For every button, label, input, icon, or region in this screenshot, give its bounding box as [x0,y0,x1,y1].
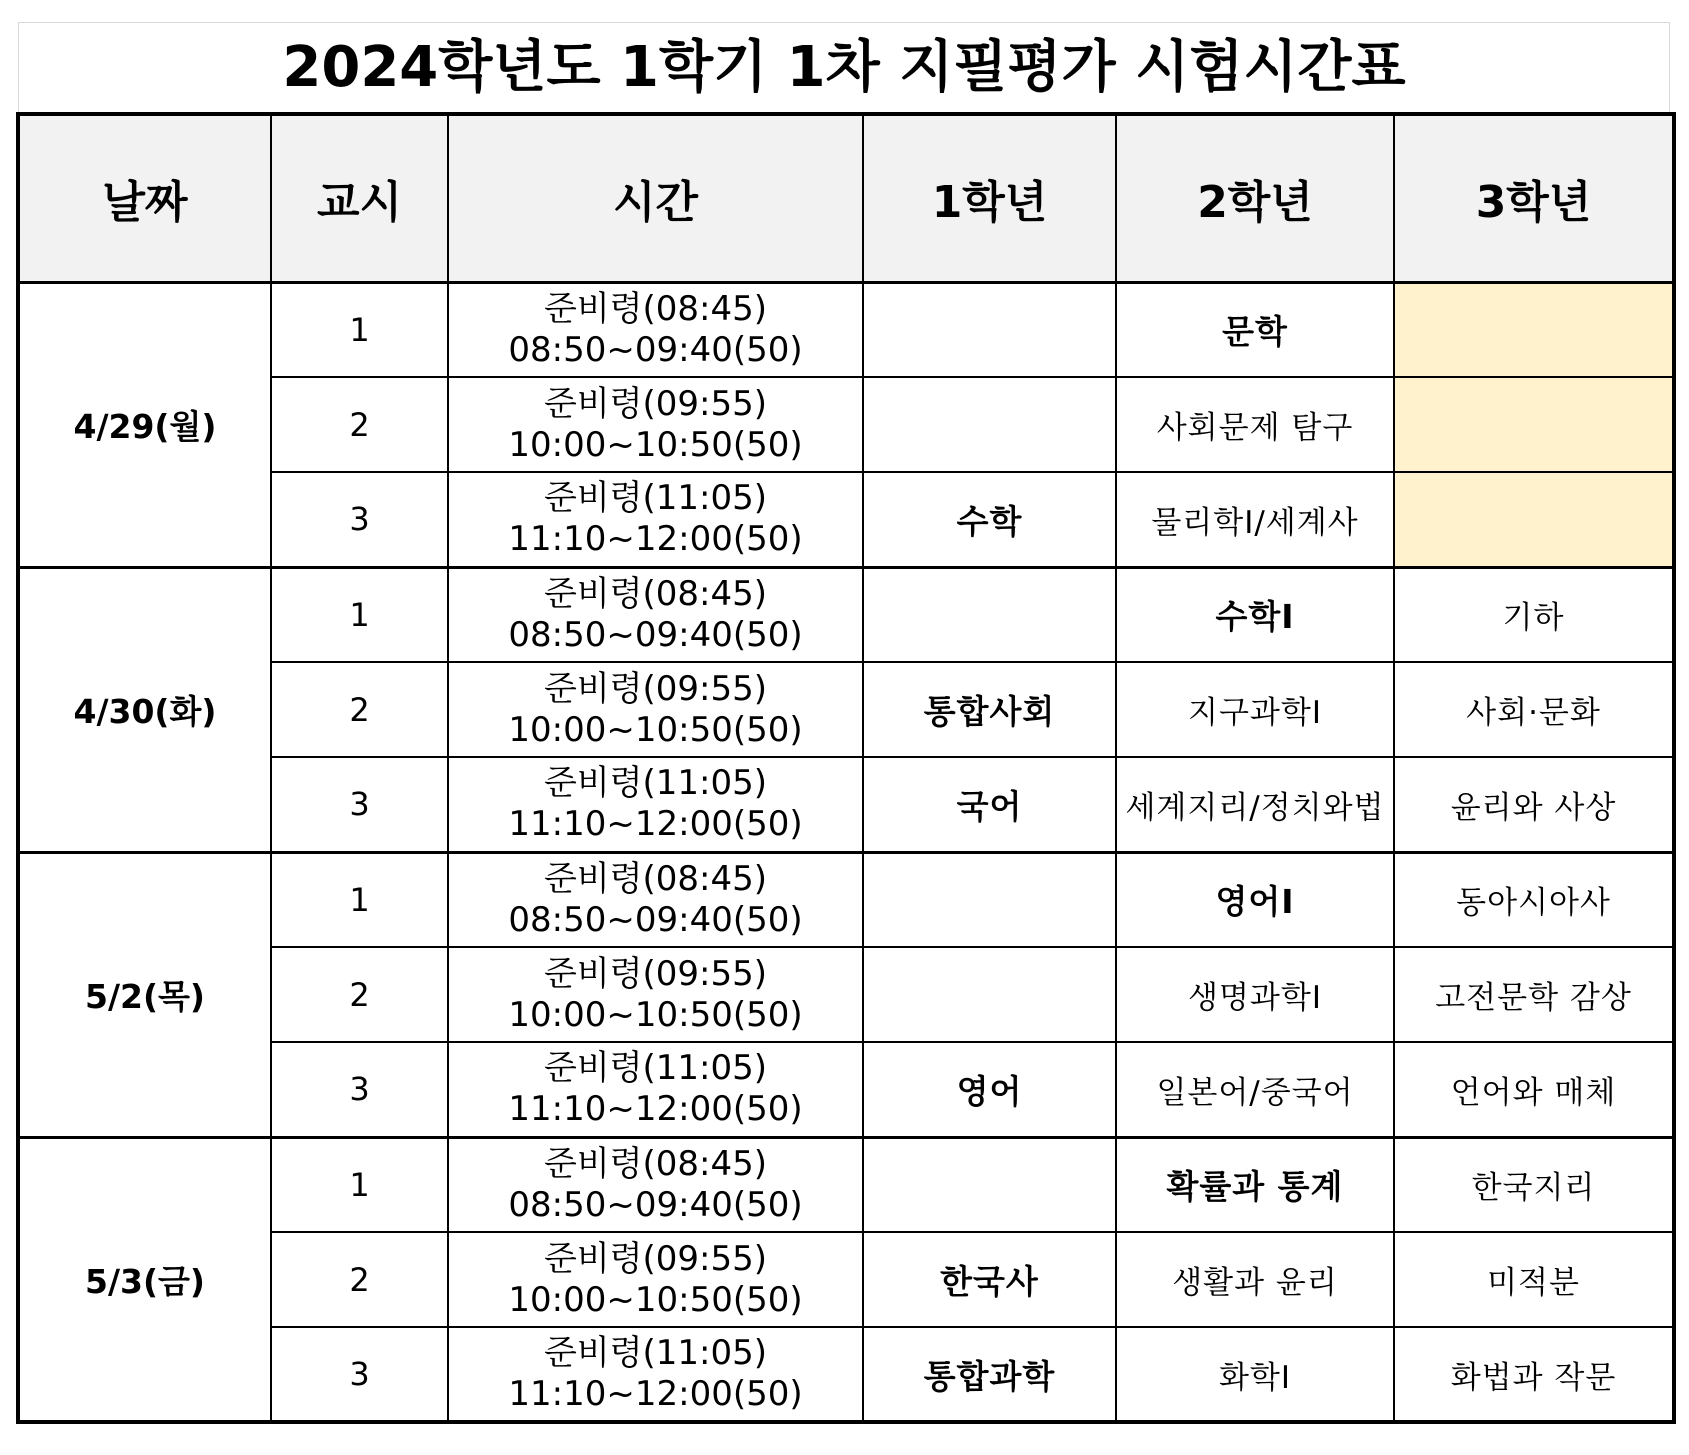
grade1-subject [863,1137,1116,1232]
grade3-subject [1394,282,1674,377]
exam-time: 08:50~09:40(50) [508,1184,803,1225]
period-cell: 3 [271,757,448,852]
period-cell: 1 [271,567,448,662]
prep-time: 준비령(11:05) [543,1048,768,1089]
grade1-subject: 수학 [863,472,1116,567]
time-cell [448,662,863,757]
time-cell [448,282,863,377]
period-cell: 1 [271,1137,448,1232]
period-cell: 3 [271,1327,448,1422]
grade1-subject [863,282,1116,377]
grade1-subject: 통합과학 [863,1327,1116,1422]
header-date: 날짜 [18,114,271,282]
exam-time: 10:00~10:50(50) [508,994,803,1035]
grade3-subject: 고전문학 감상 [1394,947,1674,1042]
time-cell [448,1042,863,1137]
grade3-subject: 기하 [1394,567,1674,662]
time-cell [448,757,863,852]
grade2-subject: 지구과학Ⅰ [1116,662,1394,757]
prep-time: 준비령(11:05) [543,763,768,804]
grade3-subject: 동아시아사 [1394,852,1674,947]
date-cell: 5/2(목) [18,852,271,1137]
grade3-subject: 한국지리 [1394,1137,1674,1232]
grade2-subject: 일본어/중국어 [1116,1042,1394,1137]
grade2-subject: 영어Ⅰ [1116,852,1394,947]
header-row [18,114,1674,282]
grade2-subject: 세계지리/정치와법 [1116,757,1394,852]
time-cell [448,472,863,567]
grade2-subject: 수학Ⅰ [1116,567,1394,662]
grade3-subject: 언어와 매체 [1394,1042,1674,1137]
exam-time: 10:00~10:50(50) [508,424,803,465]
grade2-subject: 문학 [1116,282,1394,377]
grade1-subject: 영어 [863,1042,1116,1137]
grade1-subject [863,852,1116,947]
page-title: 2024학년도 1학기 1차 지필평가 시험시간표 [18,22,1670,112]
time-cell [448,852,863,947]
exam-schedule-table [16,112,1676,1424]
grade2-subject: 물리학Ⅰ/세계사 [1116,472,1394,567]
prep-time: 준비령(11:05) [543,478,768,519]
date-cell: 5/3(금) [18,1137,271,1422]
prep-time: 준비령(09:55) [543,668,768,709]
header-time: 시간 [448,114,863,282]
period-cell: 2 [271,662,448,757]
grade1-subject [863,947,1116,1042]
table-row [18,567,1674,662]
grade1-subject: 한국사 [863,1232,1116,1327]
period-cell: 2 [271,377,448,472]
grade3-subject: 화법과 작문 [1394,1327,1674,1422]
time-cell [448,567,863,662]
period-cell: 3 [271,1042,448,1137]
grade3-subject [1394,377,1674,472]
prep-time: 준비령(08:45) [543,1143,768,1184]
period-cell: 2 [271,1232,448,1327]
prep-time: 준비령(09:55) [543,1238,768,1279]
period-cell: 2 [271,947,448,1042]
grade2-subject: 생명과학Ⅰ [1116,947,1394,1042]
grade2-subject: 사회문제 탐구 [1116,377,1394,472]
table-row [18,282,1674,377]
exam-time: 08:50~09:40(50) [508,899,803,940]
date-cell: 4/29(월) [18,282,271,567]
grade1-subject: 국어 [863,757,1116,852]
exam-time: 10:00~10:50(50) [508,1279,803,1320]
exam-time: 08:50~09:40(50) [508,329,803,370]
grade1-subject: 통합사회 [863,662,1116,757]
table-row [18,852,1674,947]
prep-time: 준비령(08:45) [543,288,768,329]
grade2-subject: 생활과 윤리 [1116,1232,1394,1327]
date-cell: 4/30(화) [18,567,271,852]
exam-time: 11:10~12:00(50) [508,1089,803,1130]
exam-time: 10:00~10:50(50) [508,709,803,750]
grade3-subject: 윤리와 사상 [1394,757,1674,852]
exam-time: 11:10~12:00(50) [508,519,803,560]
grade1-subject [863,567,1116,662]
header-grade1: 1학년 [863,114,1116,282]
time-cell [448,1232,863,1327]
prep-time: 준비령(09:55) [543,953,768,994]
table-row [18,1137,1674,1232]
time-cell [448,1327,863,1422]
header-period: 교시 [271,114,448,282]
grade2-subject: 확률과 통계 [1116,1137,1394,1232]
exam-time: 11:10~12:00(50) [508,1374,803,1414]
prep-time: 준비령(08:45) [543,858,768,899]
prep-time: 준비령(08:45) [543,573,768,614]
header-grade3: 3학년 [1394,114,1674,282]
exam-time: 08:50~09:40(50) [508,614,803,655]
header-grade2: 2학년 [1116,114,1394,282]
exam-time: 11:10~12:00(50) [508,804,803,845]
prep-time: 준비령(11:05) [543,1333,768,1373]
period-cell: 1 [271,282,448,377]
grade3-subject [1394,472,1674,567]
prep-time: 준비령(09:55) [543,383,768,424]
time-cell [448,1137,863,1232]
grade2-subject: 화학Ⅰ [1116,1327,1394,1422]
grade3-subject: 사회·문화 [1394,662,1674,757]
grade1-subject [863,377,1116,472]
period-cell: 1 [271,852,448,947]
time-cell [448,377,863,472]
grade3-subject: 미적분 [1394,1232,1674,1327]
time-cell [448,947,863,1042]
period-cell: 3 [271,472,448,567]
